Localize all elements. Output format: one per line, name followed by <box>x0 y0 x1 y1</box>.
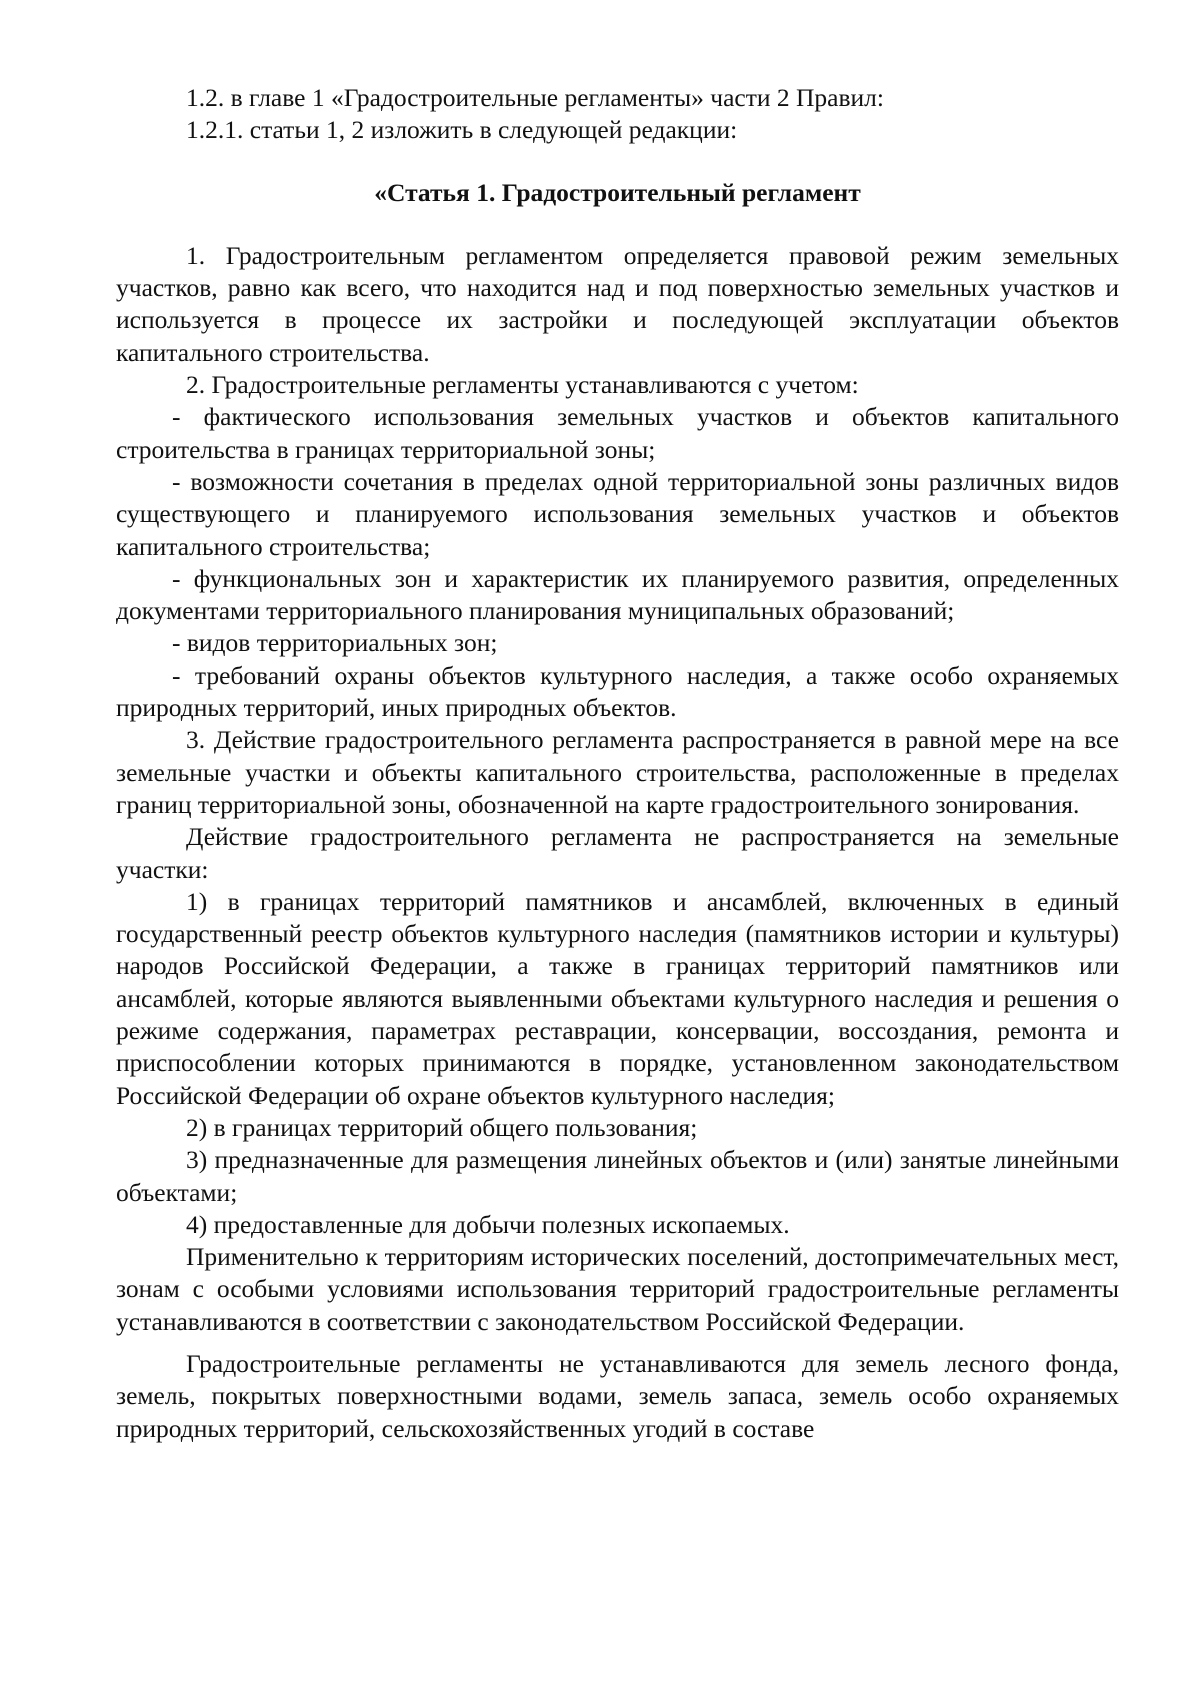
exception-item-4: 4) предоставленные для добычи полезных ископаемых. <box>186 1209 790 1239</box>
exception-item-1: 1) в границах территорий памятников и ансамблей, включенных в единый государственный реестр объектов культурного наследия (памятников истории и культуры) народов Российской Федерации, а также в границах территорий памятников или ансамблей, которые являются выявленными объектами культурного наследия и решения о режиме содержания, параметрах реставрации, консервации, воссоздания, ремонта и приспособлении которых принимаются в порядке, установленном законодательством Российской Федерации об охране объектов культурного наследия; <box>116 886 1119 1110</box>
paragraph-historic-settlements: Применительно к территориям исторических поселений, достопримечательных мест, зонам с особыми условиями использования территорий градостроительные регламенты устанавливаются в соответствии с законодательством Российской Федерации. <box>116 1242 1119 1336</box>
list-item-combination: - возможности сочетания в пределах одной территориальной зоны различных видов существующего и планируемого использования земельных участков и объектов капитального строительства; <box>116 466 1119 561</box>
exception-item-3: 3) предназначенные для размещения линейных объектов и (или) занятые линейными объектами; <box>116 1145 1119 1207</box>
list-item-zone-types: - видов территориальных зон; <box>172 628 498 658</box>
list-item-heritage-protection: - требований охраны объектов культурного наследия, а также особо охраняемых природных территорий, иных природных объектов. <box>116 660 1119 723</box>
paragraph-1: 1. Градостроительным регламентом определяется правовой режим земельных участков, равно как всего, что находится над и под поверхностью земельных участков и используется в процессе их застройки и последующей эксплуатации объектов капитального строительства. <box>116 240 1119 367</box>
document-page <box>116 82 1119 1445</box>
list-item-functional-zones: - функциональных зон и характеристик их планируемого развития, определенных документами территориального планирования муниципальных образований; <box>116 563 1119 626</box>
paragraph-not-established: Градостроительные регламенты не устанавливаются для земель лесного фонда, земель, покрытых поверхностными водами, земель запаса, земель особо охраняемых природных территорий, сельскохозяйственных угодий в составе <box>116 1348 1119 1443</box>
article-heading: «Статья 1. Градостроительный регламент <box>374 177 861 207</box>
exception-item-2: 2) в границах территорий общего пользования; <box>186 1112 698 1142</box>
paragraph-3: 3. Действие градостроительного регламента распространяется в равной мере на все земельные участки и объекты капитального строительства, расположенные в пределах границ территориальной зоны, обозначенной на карте градостроительного зонирования. <box>116 725 1119 819</box>
paragraph-2: 2. Градостроительные регламенты устанавливаются с учетом: <box>186 370 859 400</box>
intro-line-1: 1.2. в главе 1 «Градостроительные регламенты» части 2 Правил: <box>186 83 884 112</box>
paragraph-exceptions-intro: Действие градостроительного регламента не распространяется на земельные участки: <box>116 822 1119 884</box>
list-item-actual-use: - фактического использования земельных участков и объектов капитального строительства в границах территориальной зоны; <box>116 402 1119 464</box>
intro-line-2: 1.2.1. статьи 1, 2 изложить в следующей редакции: <box>186 115 738 145</box>
